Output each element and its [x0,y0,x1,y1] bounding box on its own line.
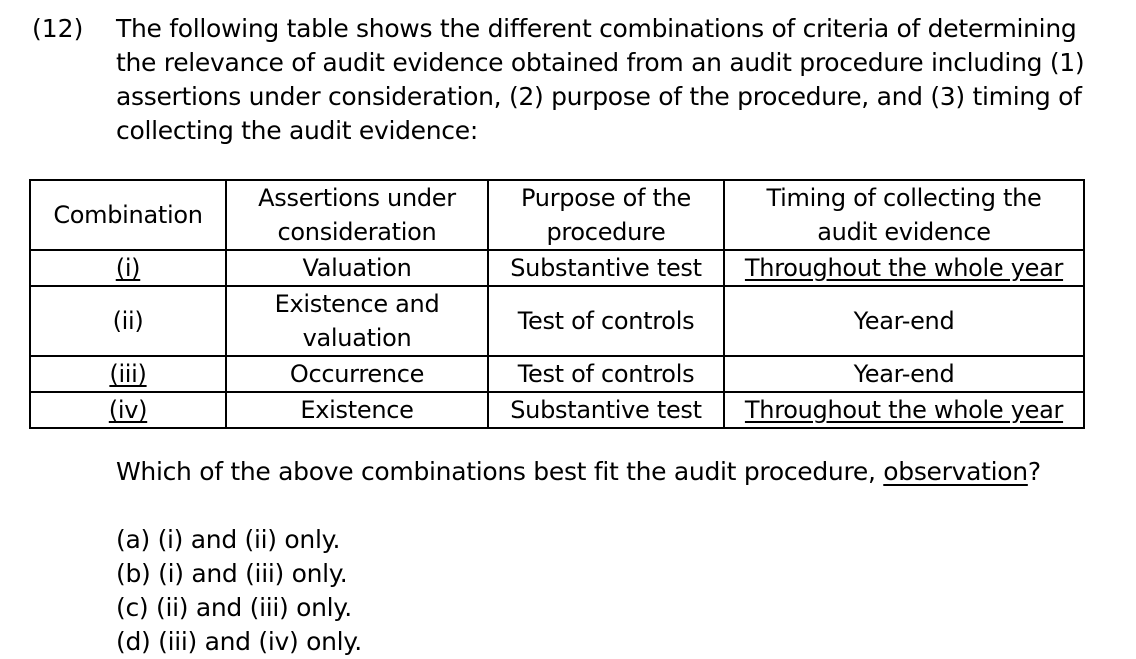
combination-label: (i) [115,254,141,282]
cell-timing [724,392,1084,428]
header-combination: Combination [30,180,226,250]
header-timing-line2: audit evidence [817,218,991,246]
option-d: (d) (iii) and (iv) only. [116,627,362,656]
header-purpose [488,180,724,250]
option-c: (c) (ii) and (iii) only. [116,593,352,622]
header-assertions [226,180,488,250]
prompt-keyword: observation [883,457,1028,486]
table-row [30,250,1084,286]
combination-label: (iv) [108,396,148,424]
option-a: (a) (i) and (ii) only. [116,525,341,554]
cell-purpose: Substantive test [488,392,724,428]
cell-assertions [226,286,488,356]
combinations-table [29,179,1085,429]
question-line: the relevance of audit evidence obtained from an audit procedure including (1) [116,48,1085,77]
assertions-line2: valuation [302,324,412,352]
cell-purpose: Test of controls [488,356,724,392]
cell-assertions: Occurrence [226,356,488,392]
cell-combination: (ii) [30,286,226,356]
cell-assertions: Valuation [226,250,488,286]
table-row [30,392,1084,428]
timing-label: Throughout the whole year [744,254,1064,282]
cell-timing: Year-end [724,356,1084,392]
cell-assertions: Existence [226,392,488,428]
timing-label: Throughout the whole year [744,396,1064,424]
assertions-line1: Existence and [274,290,440,318]
answer-options [116,523,362,659]
option-b: (b) (i) and (iii) only. [116,559,348,588]
question-line: The following table shows the different combinations of criteria of determining [116,14,1077,43]
table-row [30,356,1084,392]
question-text [116,12,1121,148]
header-purpose-line1: Purpose of the [521,184,691,212]
cell-combination [30,392,226,428]
table-header-row [30,180,1084,250]
cell-purpose: Substantive test [488,250,724,286]
question-prompt [116,455,1041,489]
question-number: (12) [32,14,84,43]
prompt-end: ? [1027,457,1041,486]
header-timing-line1: Timing of collecting the [766,184,1042,212]
question-line: assertions under consideration, (2) purpose of the procedure, and (3) timing of [116,82,1082,111]
combination-label: (iii) [109,360,147,388]
cell-combination [30,250,226,286]
cell-timing: Year-end [724,286,1084,356]
header-timing [724,180,1084,250]
cell-combination [30,356,226,392]
prompt-text: Which of the above combinations best fit the audit procedure, [116,457,884,486]
header-assertions-line2: consideration [277,218,437,246]
cell-purpose: Test of controls [488,286,724,356]
header-purpose-line2: procedure [546,218,666,246]
header-assertions-line1: Assertions under [258,184,456,212]
cell-timing [724,250,1084,286]
question-line: collecting the audit evidence: [116,116,478,145]
table-row [30,286,1084,356]
